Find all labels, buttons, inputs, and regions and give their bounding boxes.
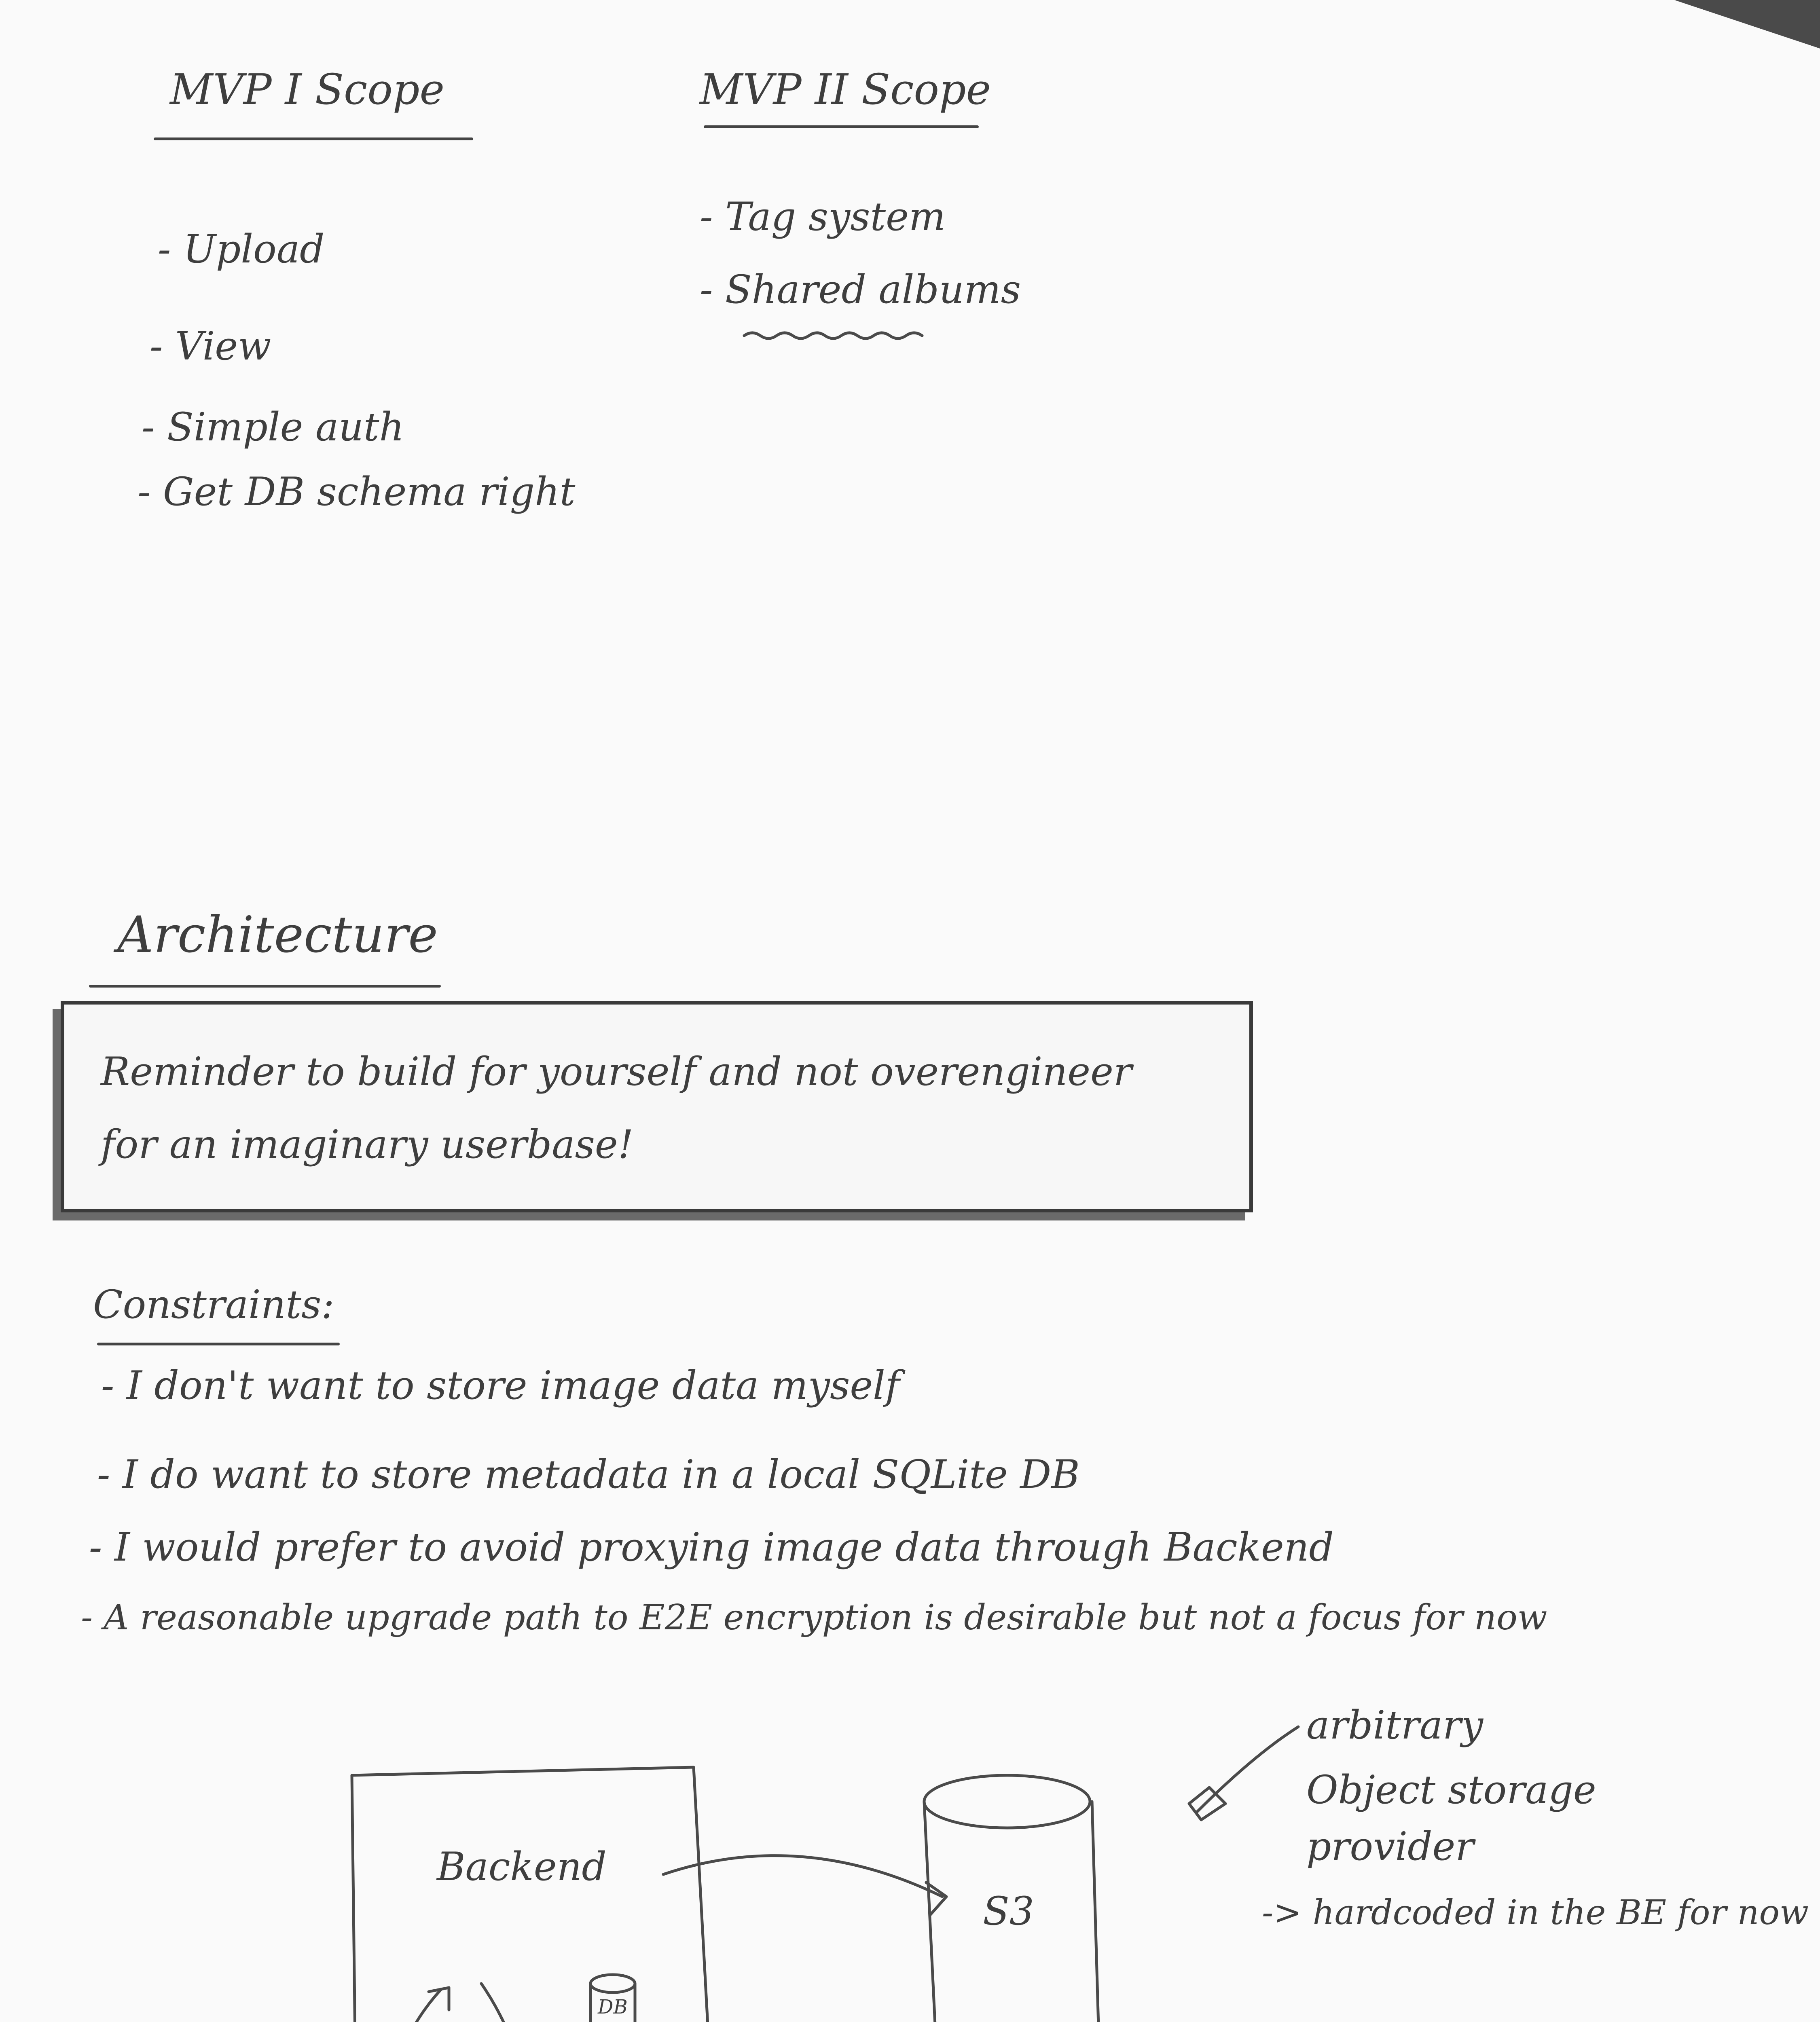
reminder-line-1: Reminder to build for yourself and not overengineer xyxy=(101,1049,1132,1094)
squiggle-underline xyxy=(744,333,922,338)
mvp2-title: MVP II Scope xyxy=(700,65,991,114)
arrow-client-to-backend xyxy=(374,1990,441,2022)
backend-label: Backend xyxy=(437,1844,607,1889)
mvp2-item-tag-system: - Tag system xyxy=(700,194,946,239)
constraint-item-4: - A reasonable upgrade path to E2E encryption is desirable but not a focus for now xyxy=(81,1597,1547,1638)
storage-note-line-2: Object storage xyxy=(1306,1767,1596,1813)
s3-label: S3 xyxy=(983,1889,1034,1934)
mvp1-item-db-schema: - Get DB schema right xyxy=(138,469,576,514)
storage-note-line-4: -> hardcoded in the BE for now xyxy=(1262,1893,1809,1932)
constraint-item-3: - I would prefer to avoid proxying image data through Backend xyxy=(89,1525,1334,1570)
architecture-heading: Architecture xyxy=(117,906,438,964)
db-label: DB xyxy=(598,1996,628,2018)
reminder-line-2: for an imaginary userbase! xyxy=(101,1122,634,1167)
mvp1-item-simple-auth: - Simple auth xyxy=(142,404,404,450)
constraint-item-1: - I don't want to store image data myself xyxy=(101,1363,900,1408)
mvp1-item-view: - View xyxy=(150,324,271,369)
constraint-item-2: - I do want to store metadata in a local SQLite DB xyxy=(97,1452,1080,1497)
mvp2-item-shared-albums: - Shared albums xyxy=(700,267,1021,312)
constraints-heading: Constraints: xyxy=(93,1282,334,1327)
storage-note-line-3: provider xyxy=(1306,1824,1474,1869)
mvp1-title: MVP I Scope xyxy=(170,65,444,114)
mvp1-item-upload: - Upload xyxy=(158,226,325,272)
arrow-backend-to-client xyxy=(481,1984,542,2022)
pen-pointer-icon xyxy=(1189,1727,1298,1820)
arrow-backend-to-s3 xyxy=(663,1856,942,1897)
storage-note-line-1: arbitrary xyxy=(1306,1703,1484,1748)
backend-box xyxy=(352,1767,712,2022)
